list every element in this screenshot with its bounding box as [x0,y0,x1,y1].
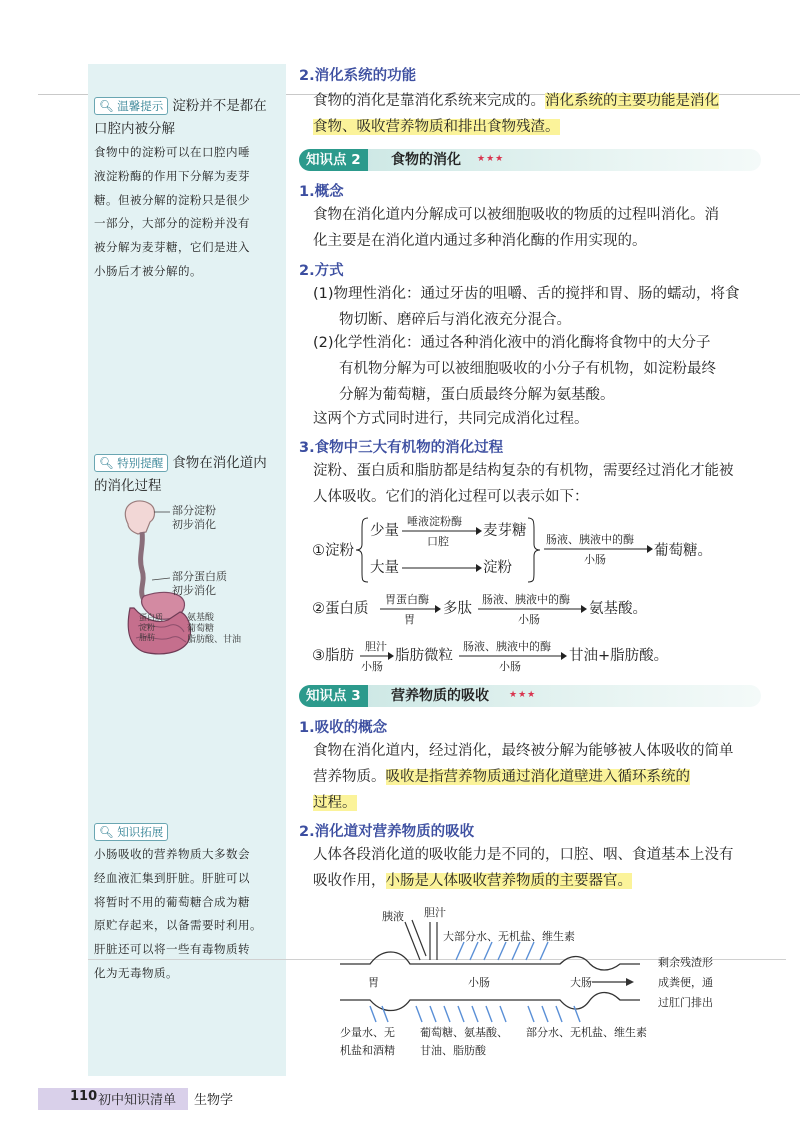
eq-enz1: 胃蛋白酶 [385,593,429,606]
tip-warm-title-b: 口腔内被分解 [94,121,175,137]
knowledge-point-title: 食物的消化 [391,152,461,168]
head-outline [125,501,154,534]
knowledge-point-bar [299,149,761,171]
tip-expand-line: 原贮存起来，以备需要时利用。 [94,918,262,933]
arrow-head [647,545,653,553]
arrow-head [388,652,394,660]
fat-equation [310,637,730,677]
fig-inner-label: 淀粉 [139,623,155,632]
eq-enz1: 唾液淀粉酶 [407,515,462,528]
fig-outer-label: 氨基酸 [187,613,215,623]
eq-much: 大量 [370,560,399,576]
magnifier-icon: 🔍︎ [99,825,114,839]
eq-final: 葡萄糖。 [654,543,712,559]
fig-outer-label: 脂肪酸、甘油 [187,635,242,645]
tip-special-title-b: 的消化过程 [94,478,162,494]
section-title: 2.消化系统的功能 [299,68,417,84]
para-line: 食物在消化道内分解成可以被细胞吸收的物质的过程叫消化。消 [313,207,719,223]
fig-starch-label-a: 部分淀粉 [172,504,216,517]
tip-expand-header [94,820,282,843]
section-title: 1.吸收的概念 [299,720,388,736]
fig-inner-label: 蛋白质 [139,613,163,622]
eq-site2: 小肠 [584,553,606,566]
method-item-1 [313,282,768,334]
tip-warm [94,94,282,284]
eq-fat-label: ③脂肪 [312,648,354,664]
section-title: 3.食物中三大有机物的消化过程 [299,440,504,456]
pointer-line [152,578,170,580]
fig-protein-label-a: 部分蛋白质 [172,570,227,583]
label-bottom-1: 少量水、无 [340,1026,395,1039]
eq-starch-label: ①淀粉 [312,543,354,559]
left-brace [356,518,368,582]
eq-site1: 胃 [404,613,415,626]
tract-paragraph [313,843,763,895]
label-residue: 过肛门排出 [658,996,713,1009]
para-text: 食物的消化是靠消化系统来完成的。 [313,93,545,109]
starch-equation [310,510,730,590]
tip-expand-line: 肝脏还可以将一些有毒物质转 [94,942,250,957]
tip-warm-body [94,141,282,284]
para-text: 营养物质。 [313,768,386,785]
tip-special [94,451,282,498]
tract-upper-wall [340,952,640,970]
fig-inner-labels [139,613,163,643]
para-line: 人体吸收。它们的消化过程可以表示如下： [313,488,589,505]
arrow-head [435,605,441,613]
tip-warm-line: 小肠后才被分解的。 [94,263,202,278]
tip-warm-line: 被分解为麦芽糖，它们是进入 [94,240,250,255]
pancreatic-duct [405,922,420,960]
eq-little: 少量 [370,523,399,539]
eq-mid: 多肽 [443,601,472,617]
fig-starch-label [172,504,216,532]
tract-lower-wall [340,993,640,1011]
absorption-arrows-top [456,942,548,960]
tip-special-header [94,451,282,475]
para-line: 化主要是在消化道内通过多种消化酶的作用实现的。 [313,232,647,249]
tip-warm-line: 一部分，大部分的淀粉并没有 [94,216,250,231]
eq-site2: 小肠 [518,613,540,626]
para-line: 淀粉、蛋白质和脂肪都是结构复杂的有机物，需要经过消化才能被 [313,463,734,479]
star-rating-icon: ★★★ [509,690,537,700]
page-number: 110 [70,1089,98,1104]
highlight-text: 吸收是指营养物质通过消化道壁进入循环系统的 [385,768,690,785]
magnifier-icon: 🔍︎ [99,456,114,470]
section-paragraph [313,89,763,141]
label-bile: 胆汁 [424,906,446,919]
absorption-diagram [330,902,770,1062]
para-line: (1)物理性消化：通过牙齿的咀嚼、舌的搅拌和胃、肠的蠕动，将食 [313,286,740,302]
highlight-text: 食物、吸收营养物质和排出食物残渣。 [313,118,560,135]
para-text: 吸收作用， [313,872,386,889]
label-small-intestine: 小肠 [468,976,490,989]
tip-expand-line: 经血液汇集到肝脏。肝脏可以 [94,870,250,885]
label-bottom-2: 葡萄糖、氨基酸、 [420,1026,508,1039]
eq-site1: 口腔 [427,535,449,548]
tip-expand-line: 化为无毒物质。 [94,965,178,980]
arrow-head [581,605,587,613]
fig-starch-label-b: 初步消化 [172,518,216,531]
para-line: 人体各段消化道的吸收能力是不同的，口腔、咽、食道基本上没有 [313,847,734,863]
exit-arrow-head [626,978,634,986]
label-top: 大部分水、无机盐、维生素 [443,930,575,943]
para-line: 物切断、磨碎后与消化液充分混合。 [339,311,571,328]
eq-enz2: 肠液、胰液中的酶 [463,640,551,653]
pancreatic-duct [412,920,426,956]
label-stomach: 胃 [368,976,379,989]
arrow-head [561,652,567,660]
fig-protein-label-b: 初步消化 [172,584,216,597]
fig-protein-label [172,570,227,598]
magnifier-icon: 🔍︎ [99,99,114,113]
book-title: 初中知识清单 [98,1093,177,1108]
fig-outer-labels [187,613,241,646]
tip-special-label-text: 特别提醒 [117,456,164,470]
tip-expand-line: 小肠吸收的营养物质大多数会 [94,847,250,861]
highlight-text: 过程。 [313,794,357,811]
eq-protein-label: ②蛋白质 [312,601,369,617]
label-large-intestine: 大肠 [570,976,592,989]
esophagus [141,532,144,600]
method-summary: 这两个方式同时进行，共同完成消化过程。 [313,411,589,427]
eq-prod1: 麦芽糖 [483,523,527,539]
arrow-head [476,564,482,572]
fig-outer-label: 葡萄糖 [187,624,215,634]
tip-warm-line: 糖。但被分解的淀粉只是很少 [94,192,250,207]
eq-enz1: 胆汁 [365,640,387,653]
right-brace [528,518,540,582]
section-title: 2.方式 [299,263,344,279]
knowledge-point-pill: 知识点 3 [299,685,368,707]
knowledge-point-title: 营养物质的吸收 [391,688,489,704]
protein-equation [310,590,730,630]
tip-warm-line: 食物中的淀粉可以在口腔内唾 [94,145,250,159]
para-line: 食物在消化道内，经过消化，最终被分解为能够被人体吸收的简单 [313,743,734,759]
eq-enz2: 肠液、胰液中的酶 [546,533,634,546]
section-title: 1.概念 [299,184,344,200]
method-item-2 [313,331,768,408]
eq-site1: 小肠 [361,660,383,673]
tip-warm-label-text: 温馨提示 [117,99,164,113]
label-residue: 剩余残渣形 [658,956,713,969]
label-bottom-3: 部分水、无机盐、维生素 [526,1026,647,1039]
label-bottom-2: 甘油、脂肪酸 [420,1044,486,1057]
tip-special-title-a: 食物在消化道内 [172,455,267,471]
label-bottom-1: 机盐和酒精 [340,1044,395,1057]
tip-warm-label [94,97,168,115]
label-pancreatic: 胰液 [382,910,404,923]
knowledge-point-bar [299,685,761,707]
label-residue: 成粪便，通 [658,976,713,989]
tip-warm-title-a: 淀粉并不是都在 [172,98,267,114]
tip-expand [94,820,282,986]
arrow-head [476,527,482,535]
section-title: 2.消化道对营养物质的吸收 [299,824,475,840]
concept-paragraph [313,203,763,255]
eq-final: 氨基酸。 [589,601,647,617]
process-paragraph [313,459,763,511]
star-rating-icon: ★★★ [477,154,505,164]
tip-special-label [94,454,168,472]
tip-expand-body [94,843,282,986]
para-line: 有机物分解为可以被细胞吸收的小分子有机物，如淀粉最终 [339,360,716,377]
para-line: 分解为葡萄糖，蛋白质最终分解为氨基酸。 [339,386,615,403]
tip-warm-line: 液淀粉酶的作用下分解为麦芽 [94,168,250,183]
absorption-paragraph [313,739,763,816]
fig-inner-label: 脂肪 [139,633,155,642]
para-line: (2)化学性消化：通过各种消化液中的消化酶将食物中的大分子 [313,335,711,351]
highlight-text: 消化系统的主要功能是消化 [545,93,719,109]
knowledge-point-pill: 知识点 2 [299,149,368,171]
eq-mid: 脂肪微粒 [395,648,453,664]
highlight-text: 小肠是人体吸收营养物质的主要器官。 [385,872,632,889]
eq-prod2: 淀粉 [483,560,512,576]
eq-site2: 小肠 [499,660,521,673]
eq-final: 甘油+脂肪酸。 [569,648,669,664]
tip-expand-line: 将暂时不用的葡萄糖合成为糖 [94,894,250,909]
subject-title: 生物学 [194,1093,234,1108]
tip-expand-label-text: 知识拓展 [117,825,164,839]
eq-enz2: 肠液、胰液中的酶 [482,593,570,606]
tip-warm-header [94,94,282,118]
tip-expand-label [94,823,168,841]
